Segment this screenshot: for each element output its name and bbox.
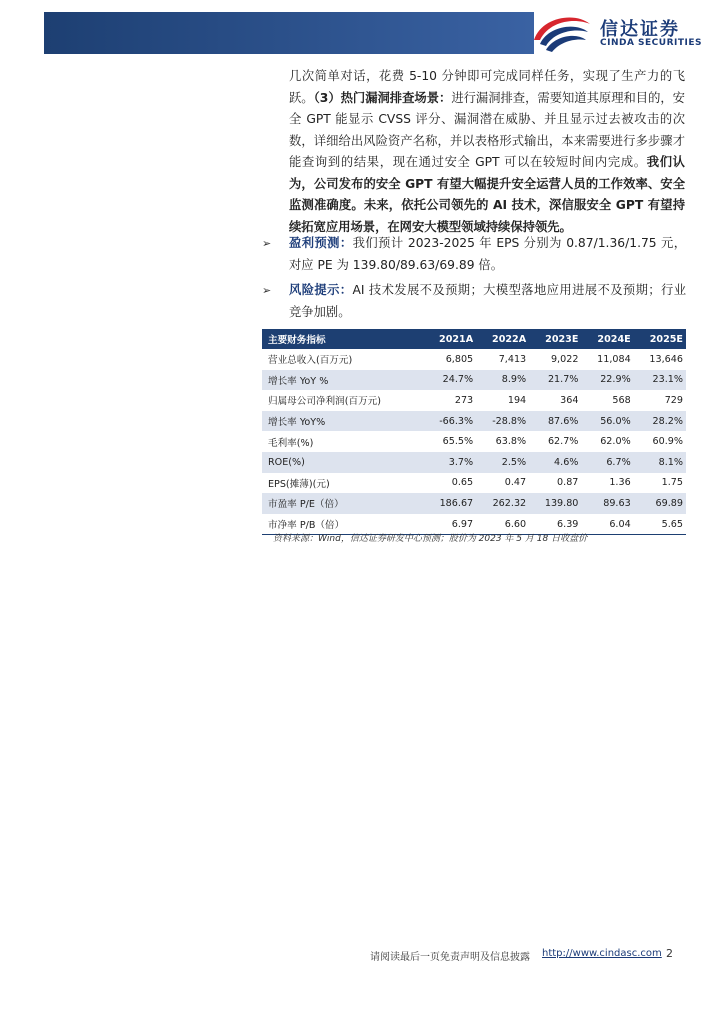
table-header-cell: 2024E <box>581 329 633 349</box>
table-cell: -66.3% <box>423 411 476 432</box>
table-cell: 568 <box>612 394 631 406</box>
table-cell: 139.80 <box>529 493 581 514</box>
table-cell: 增长率 YoY% <box>262 411 423 432</box>
arrow-bullet-icon: ➢ <box>262 284 272 297</box>
table-cell: 65.5% <box>442 436 474 448</box>
table-cell: 营业总收入(百万元) <box>268 355 353 367</box>
table-cell: 69.89 <box>634 493 686 514</box>
table-cell: 0.47 <box>504 477 527 489</box>
table-cell: 归属母公司净利润(百万元) <box>268 396 382 408</box>
table-cell: 6.04 <box>581 514 633 535</box>
table-cell: 13,646 <box>649 353 683 365</box>
table-cell: 194 <box>507 394 527 406</box>
table-cell: 23.1% <box>634 370 686 391</box>
table-header-cell: 2023E <box>529 329 581 349</box>
table-cell: 7,413 <box>498 353 527 365</box>
logo-chinese-name: 信达证券 <box>600 19 680 40</box>
table-cell: 8.1% <box>634 452 686 473</box>
bullet-text <box>289 233 686 276</box>
table-cell: 729 <box>664 394 683 406</box>
table-cell: ROE(%) <box>262 452 423 473</box>
bullet-label: 风险提示： <box>289 283 353 297</box>
table-cell: 21.7% <box>529 370 581 391</box>
financial-indicators-table <box>262 329 686 535</box>
table-cell: 63.8% <box>495 436 527 448</box>
table-cell: 0.65 <box>451 477 474 489</box>
table-cell: -28.8% <box>476 411 529 432</box>
table-header-row <box>262 329 686 349</box>
table-cell: 186.67 <box>423 493 476 514</box>
table-cell: 3.7% <box>423 452 476 473</box>
table-cell: 6.97 <box>423 514 476 535</box>
table-header-cell: 2022A <box>476 329 529 349</box>
table-cell: 6.39 <box>529 514 581 535</box>
table-cell: 增长率 YoY % <box>262 370 423 391</box>
table-cell: 2.5% <box>476 452 529 473</box>
table-source-note: 资料来源：Wind，信达证券研发中心预测；股价为 2023 年 5 月 18 日收盘价 <box>273 534 588 544</box>
page-number: 2 <box>666 947 673 960</box>
table-cell: 5.65 <box>634 514 686 535</box>
para-part-1: 几次简单对话，花费 5-10 分钟即可完成同样任务，实现了生产力的飞跃。 <box>289 69 685 105</box>
footer-disclaimer-notice: 请阅读最后一页免责声明及信息披露 <box>370 952 530 963</box>
table-cell: 8.9% <box>476 370 529 391</box>
bullet-text <box>289 280 686 323</box>
cinda-logo-icon <box>530 10 594 56</box>
table-cell: 22.9% <box>581 370 633 391</box>
table-cell: 1.75 <box>661 477 683 489</box>
table-cell: 0.87 <box>557 477 579 489</box>
table-row <box>262 411 686 432</box>
table-row <box>262 349 686 370</box>
arrow-bullet-icon: ➢ <box>262 237 272 250</box>
table-cell: 4.6% <box>529 452 581 473</box>
table-row <box>262 431 686 452</box>
table-cell: 市净率 P/B（倍） <box>262 514 423 535</box>
table-cell: 9,022 <box>550 353 579 365</box>
table-header-cell: 主要财务指标 <box>262 329 423 349</box>
table-cell: 60.9% <box>652 436 683 448</box>
table-cell: 市盈率 P/E（倍） <box>262 493 423 514</box>
table-cell: 273 <box>454 394 474 406</box>
table-header-cell: 2025E <box>634 329 686 349</box>
table-row <box>262 370 686 391</box>
table-header-cell: 2021A <box>423 329 476 349</box>
footer-website-link[interactable]: http://www.cindasc.com <box>542 948 662 959</box>
table-row <box>262 452 686 473</box>
table-cell: 6,805 <box>445 353 474 365</box>
table-row <box>262 473 686 494</box>
table-cell: 6.7% <box>581 452 633 473</box>
para-part-4-conclusion: 我们认为，公司发布的安全 GPT 有望大幅提升安全运营人员的工作效率、安全监测准确度。未来，依托公司领先的 AI 技术，深信服安全 GPT 有望持续拓宽应用场景，在网安大模型领域持续保持领先。 <box>289 155 685 234</box>
table-cell: 1.36 <box>609 477 631 489</box>
bullet-body: AI 技术发展不及预期；大模型落地应用进展不及预期；行业竞争加剧。 <box>289 283 686 319</box>
table-cell: 262.32 <box>476 493 529 514</box>
header-bar <box>44 12 534 54</box>
table-row <box>262 493 686 514</box>
table-cell: 24.7% <box>423 370 476 391</box>
table-cell: 62.0% <box>600 436 631 448</box>
bullet-body: 我们预计 2023-2025 年 EPS 分别为 0.87/1.36/1.75 元，对应 PE 为 139.80/89.63/69.89 倍。 <box>289 236 686 272</box>
table-row <box>262 390 686 411</box>
bullet-label: 盈利预测： <box>289 236 353 250</box>
table-cell: 62.7% <box>547 436 579 448</box>
table-cell: 6.60 <box>476 514 529 535</box>
table-cell: 毛利率(%) <box>268 437 314 449</box>
table-cell: 87.6% <box>529 411 581 432</box>
table-cell: 28.2% <box>634 411 686 432</box>
para-part-3: 进行漏洞排查，需要知道其原理和目的，安全 GPT 能显示 CVSS 评分、漏洞潜在威胁、并且显示过去被攻击的次数，详细给出风险资产名称，并以表格形式输出，本来需要进行多步骤才能查询到的结果，现在通过安全 GPT 可以在较短时间内完成。 <box>289 90 685 169</box>
logo-english-name: CINDA SECURITIES <box>600 38 702 48</box>
table-cell: 364 <box>560 394 579 406</box>
table-cell: 89.63 <box>581 493 633 514</box>
body-paragraph <box>289 66 685 238</box>
table-cell: 56.0% <box>581 411 633 432</box>
table-cell: EPS(摊薄)(元) <box>268 478 330 490</box>
table-cell: 11,084 <box>597 353 631 365</box>
para-part-2-heading: （3）热门漏洞排查场景： <box>313 90 452 105</box>
